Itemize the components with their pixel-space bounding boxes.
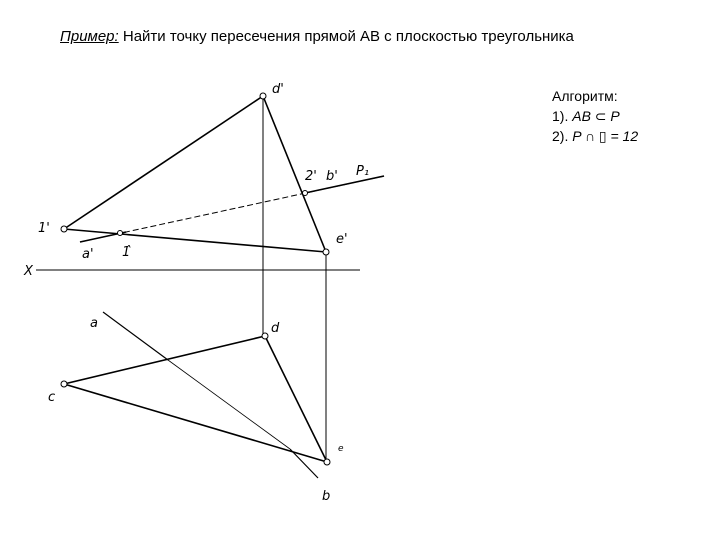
label-e-small: e [338,444,344,454]
label-a: a [90,316,98,331]
label-c: c [48,390,56,405]
step1-expression: AB ⊂ P [572,108,620,124]
point-1-prime [61,226,67,232]
algorithm-heading: Алгоритм: [552,88,618,104]
triangle-lower-side-de [265,336,327,462]
label-b-prime: b' [326,169,338,184]
point-c [61,381,67,387]
label-p1: P₁ [356,164,370,179]
label-a-prime: a' [82,247,94,262]
line-ab-lower-start [103,312,168,360]
title-prefix: Пример: [60,28,119,45]
label-d: d [271,321,280,336]
point-intersection-2 [303,191,308,196]
label-1-prime: 1' [38,221,50,236]
step2-number: 2). [552,128,573,144]
label-d-prime: d' [272,82,284,97]
triangle-lower-side-cd [64,336,265,384]
point-e-prime [323,249,329,255]
line-ab-lower-hidden [168,360,290,449]
label-2-prime: 2' [305,169,317,184]
label-x-axis: X [24,264,33,279]
triangle-upper-side-1e [64,229,326,252]
label-b: b [322,489,331,504]
title-text: Найти точку пересечения прямой АВ с плоскостью треугольника [118,28,574,45]
triangle-lower-side-ce [64,384,327,462]
point-e [324,459,330,465]
point-d [262,333,268,339]
point-d-prime [260,93,266,99]
line-ab-lower-end [290,449,318,478]
step2-expression: P ∩ ▯ = 12 [572,128,639,144]
label-e-prime: e' [336,232,348,247]
step1-number: 1). [552,108,573,124]
point-1-on-ab [118,231,123,236]
label-1: 1̂ [122,245,131,260]
